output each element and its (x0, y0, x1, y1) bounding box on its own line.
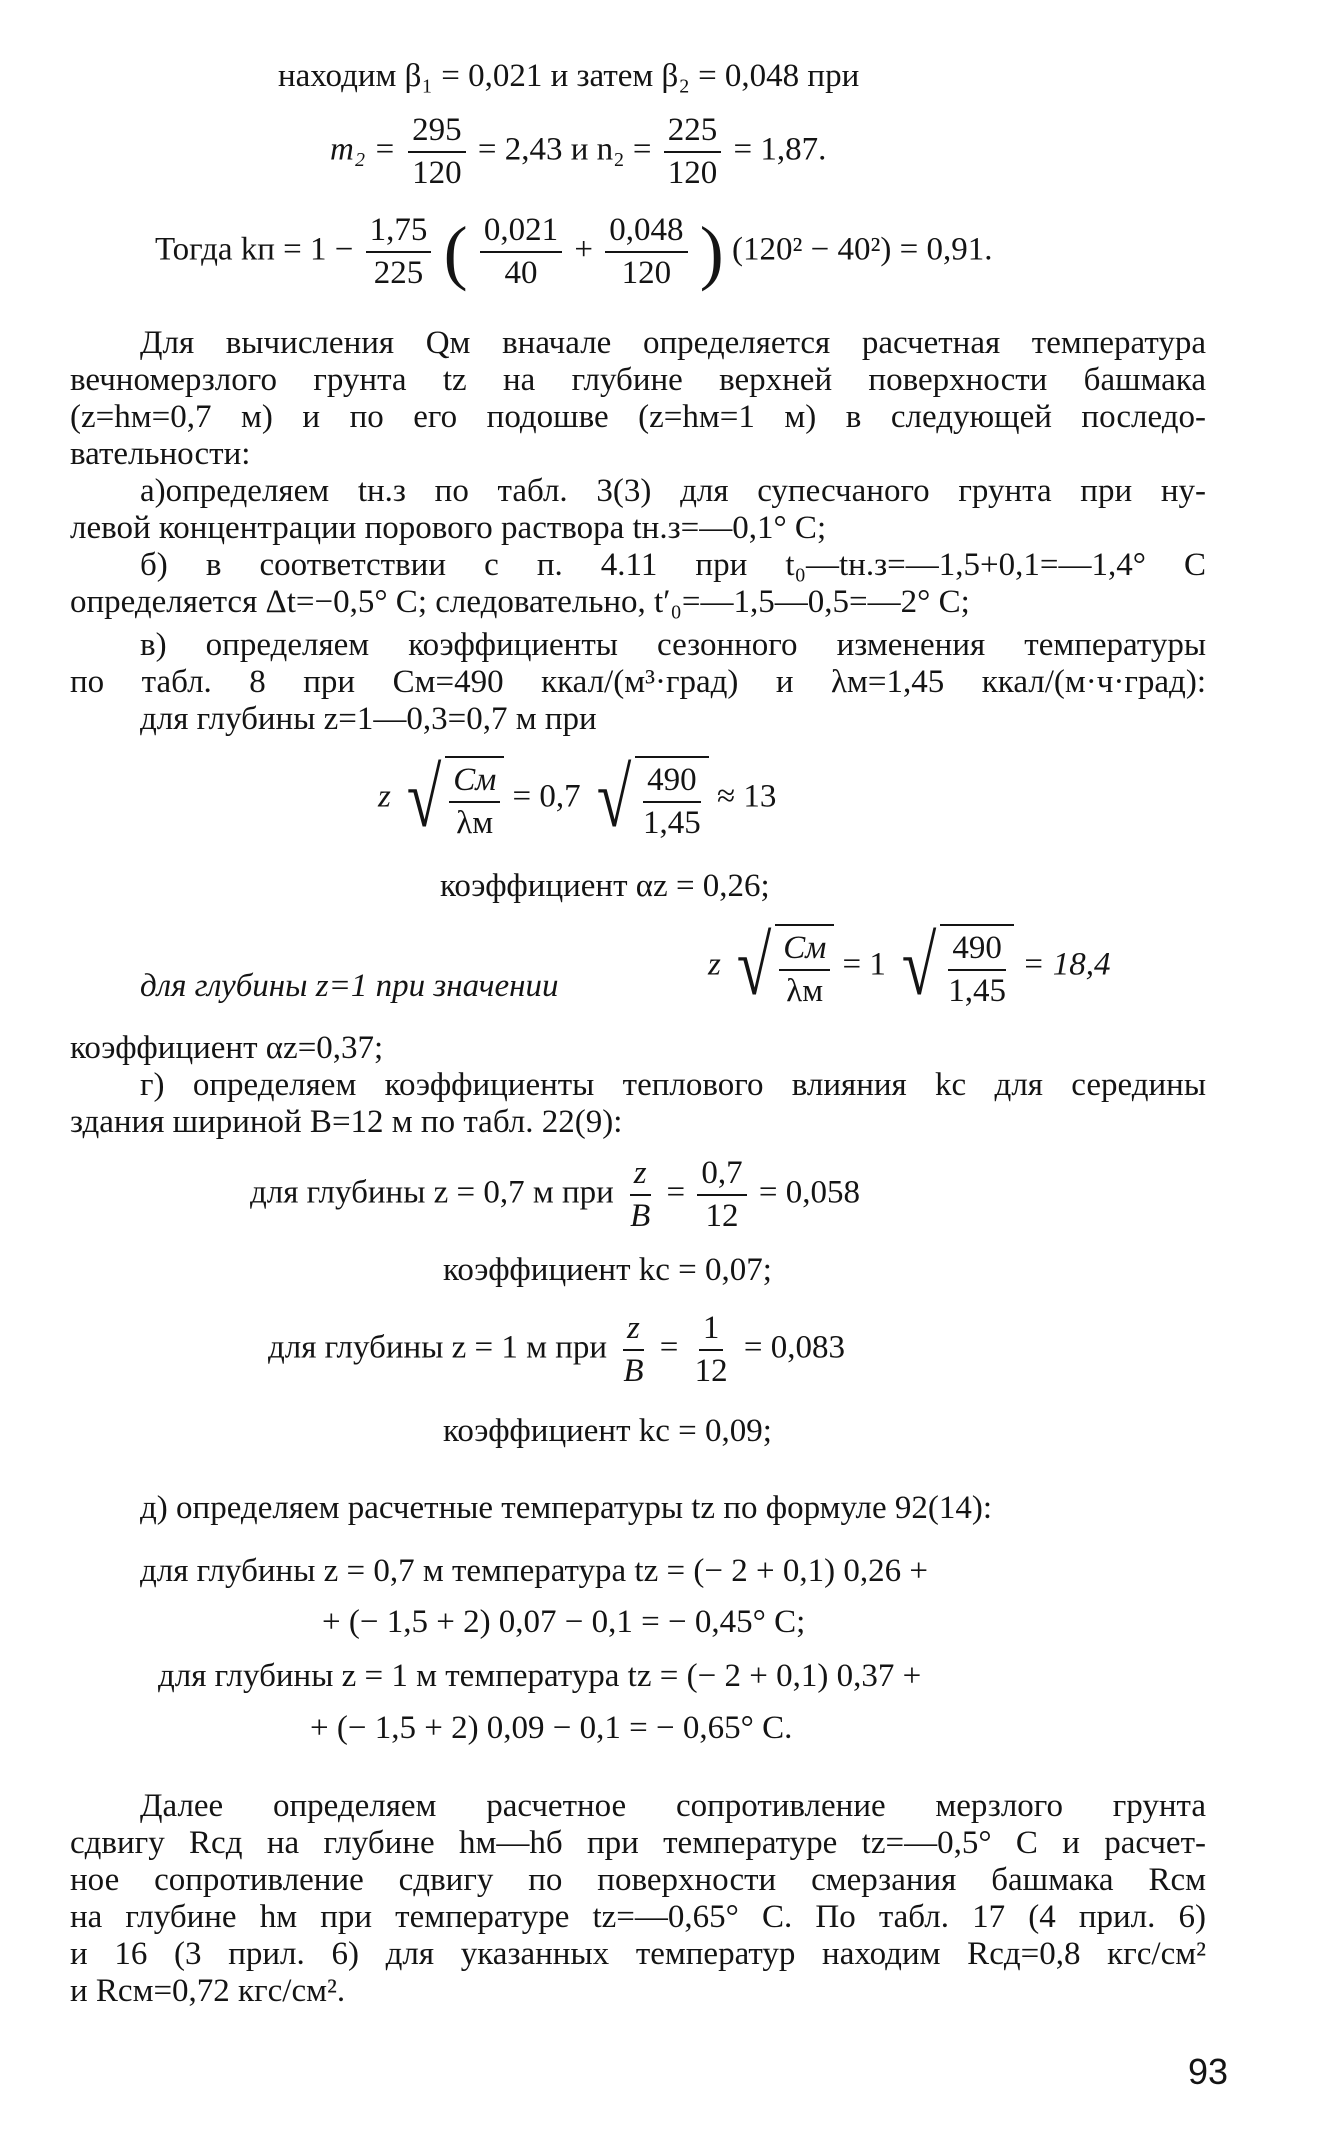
fraction: $\frac{225}{120}$ (664, 112, 722, 192)
text-line: сдвигу Rсд на глубине hм—hб при температуре tz=—0,5° С и расчет- (70, 1825, 1206, 1861)
fraction: $\frac{z}{B}$ (623, 1310, 644, 1389)
formula-text: + (574, 231, 593, 268)
formula-text: m₂ = (330, 131, 396, 168)
formula-text: = 0,058 (758, 1174, 860, 1211)
text-line: вечномерзлого грунта tz на глубине верхней поверхности башмака (70, 362, 1206, 398)
formula-text: для глубины z = 0,7 м при (250, 1174, 614, 1211)
formula-radical-2 (708, 919, 1111, 1013)
text-line: Для вычисления Qм вначале определяется расчетная температура (140, 325, 1206, 361)
formula-line: + (− 1,5 + 2) 0,07 − 0,1 = − 0,45° С; (322, 1604, 806, 1640)
formula-text: для глубины z = 1 м при (268, 1329, 608, 1366)
formula-ratio-1 (250, 1155, 860, 1235)
text-line: и Rсм=0,72 кгс/см². (70, 1973, 346, 2009)
formula-text: = (666, 1174, 686, 1211)
text-line: по табл. 8 при Cм=490 ккал/(м³·град) и λм=1,45 ккал/(м·ч·град): (70, 664, 1206, 700)
formula-text: (120² − 40²) = 0,91. (731, 231, 993, 268)
formula-coefficient: коэффициент kc = 0,07; (443, 1252, 772, 1288)
text-line: ное сопротивление сдвигу по поверхности смерзания башмака Rсм (70, 1862, 1206, 1898)
text-line: для глубины z=1 при значении (140, 968, 559, 1004)
text-line: для глубины z=1—0,3=0,7 м при (140, 701, 597, 737)
text-line: и 16 (3 прил. 6) для указанных температур находим Rсд=0,8 кгс/см² (70, 1936, 1206, 1972)
formula-text: = 0,7 (512, 778, 581, 815)
formula-line: для глубины z = 1 м температура tz = (− 2 + 0,1) 0,37 + (158, 1658, 922, 1694)
formula-text: = 1 (842, 946, 886, 983)
formula-radical-1 (378, 751, 777, 845)
formula-text: = (659, 1329, 679, 1366)
page-number: 93 (1188, 2051, 1229, 2092)
radical-glyph: √ (406, 751, 442, 845)
fraction: $\frac{295}{120}$ (408, 112, 466, 192)
formula-text: Тогда kп = 1 − (155, 231, 354, 268)
formula-text: z (378, 778, 391, 815)
text-line: а)определяем tн.з по табл. 3(3) для супесчаного грунта при ну- (140, 473, 1206, 509)
formula-ratio-2 (268, 1310, 845, 1390)
formula-coefficient: коэффициент kc = 0,09; (443, 1413, 772, 1449)
radical-glyph: √ (596, 751, 632, 845)
text-line: здания шириной B=12 м по табл. 22(9): (70, 1104, 623, 1140)
formula-line: для глубины z = 0,7 м температура tz = (− 2 + 0,1) 0,26 + (140, 1553, 928, 1589)
fraction: $\frac{Cм}{\lambda м}$ (779, 930, 830, 1010)
text-line: (z=hм=0,7 м) и по его подошве (z=hм=1 м) в следующей последо- (70, 399, 1206, 435)
formula-text: = 18,4 (1022, 946, 1111, 983)
text-line: находим β₁ = 0,021 и затем β₂ = 0,048 при (278, 58, 860, 94)
fraction: $\frac{1}{12}$ (694, 1310, 728, 1389)
formula-coefficient: коэффициент αz = 0,26; (440, 868, 770, 904)
fraction: $\frac{1,75}{225}$ (366, 212, 432, 292)
fraction: $\frac{490}{1,45}$ (643, 762, 701, 841)
radicand (635, 756, 709, 842)
radical-glyph: √ (736, 919, 772, 1013)
fraction: $\frac{Cм}{\lambda м}$ (449, 762, 500, 842)
formula-kp (155, 212, 992, 292)
text-line: д) определяем расчетные температуры tz по формуле 92(14): (140, 1490, 993, 1526)
right-paren-glyph: ) (699, 211, 724, 292)
fraction: $\frac{0,048}{120}$ (605, 212, 687, 292)
left-paren-glyph: ( (443, 211, 468, 292)
radicand (775, 924, 834, 1010)
radical-glyph: √ (901, 919, 937, 1013)
fraction: $\frac{z}{B}$ (630, 1155, 651, 1234)
fraction: $\frac{490}{1,45}$ (948, 930, 1007, 1009)
formula-text: = 2,43 и n₂ = (477, 131, 652, 168)
formula-text: ≈ 13 (717, 778, 777, 815)
text-line: на глубине hм при температуре tz=—0,65° С. По табл. 17 (4 прил. 6) (70, 1899, 1206, 1935)
formula-text: = 1,87. (733, 131, 827, 168)
text-line: определяется Δt=−0,5° С; следовательно, t′₀=—1,5—0,5=—2° С; (70, 584, 970, 620)
text-line: б) в соответствии с п. 4.11 при t₀—tн.з=—1,5+0,1=—1,4° С (140, 547, 1206, 583)
formula-line: + (− 1,5 + 2) 0,09 − 0,1 = − 0,65° С. (310, 1710, 793, 1746)
fraction: $\frac{0,021}{40}$ (480, 212, 562, 292)
text-line: вательности: (70, 436, 251, 472)
text-line: г) определяем коэффициенты теплового влияния kc для середины (140, 1067, 1206, 1103)
text-line: в) определяем коэффициенты сезонного изменения температуры (140, 627, 1206, 663)
fraction: $\frac{0,7}{12}$ (697, 1155, 746, 1235)
text-line: Далее определяем расчетное сопротивление мерзлого грунта (140, 1788, 1206, 1824)
formula-m2-n2 (330, 112, 826, 192)
radicand (445, 756, 504, 842)
radicand (940, 924, 1014, 1010)
text-line: левой концентрации порового раствора tн.з=—0,1° С; (70, 510, 827, 546)
text-line: коэффициент αz=0,37; (70, 1030, 384, 1066)
formula-text: = 0,083 (743, 1329, 845, 1366)
formula-text: z (708, 946, 721, 983)
